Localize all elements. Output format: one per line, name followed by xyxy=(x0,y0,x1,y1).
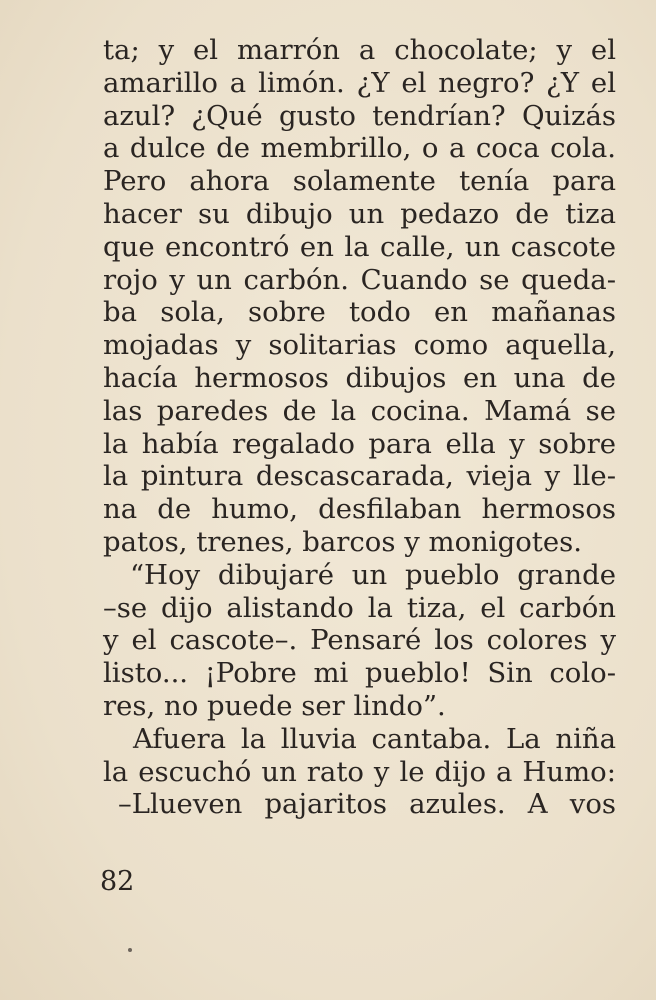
text-line: res, no puede ser lindo”. xyxy=(103,689,446,722)
text-line: hacía hermosos dibujos en una de xyxy=(103,361,616,394)
text-line: “Hoy dibujaré un pueblo grande xyxy=(130,558,616,591)
text-line: –Llueven pajaritos azules. A vos xyxy=(118,788,616,821)
text-line: Pero ahora solamente tenía para xyxy=(103,165,616,198)
text-line: la había regalado para ella y sobre xyxy=(103,427,616,460)
text-line: hacer su dibujo un pedazo de tiza xyxy=(103,197,616,230)
text-line: la pintura descascarada, vieja y lle- xyxy=(103,460,616,493)
page-number: 82 xyxy=(100,866,135,897)
text-line: rojo y un carbón. Cuando se queda- xyxy=(103,263,616,296)
text-line: la escuchó un rato y le dijo a Humo: xyxy=(103,755,616,788)
text-line: patos, trenes, barcos y monigotes. xyxy=(103,525,582,558)
text-line: Afuera la lluvia cantaba. La niña xyxy=(133,722,616,755)
text-line: azul? ¿Qué gusto tendrían? Quizás xyxy=(103,99,616,132)
text-line: las paredes de la cocina. Mamá se xyxy=(103,394,616,427)
text-line: na de humo, desfilaban hermosos xyxy=(103,493,616,526)
text-line: –se dijo alistando la tiza, el carbón xyxy=(103,591,616,624)
body-text xyxy=(103,34,616,821)
text-line: amarillo a limón. ¿Y el negro? ¿Y el xyxy=(103,66,616,99)
text-line: ba sola, sobre todo en mañanas xyxy=(103,296,616,329)
text-line: ta; y el marrón a chocolate; y el xyxy=(103,34,616,66)
ink-speck xyxy=(128,948,132,952)
text-line: que encontró en la calle, un cascote xyxy=(103,230,616,263)
text-line: mojadas y solitarias como aquella, xyxy=(103,329,616,362)
text-line: y el cascote–. Pensaré los colores y xyxy=(103,624,616,657)
text-line: a dulce de membrillo, o a coca cola. xyxy=(103,132,616,165)
text-line: listo... ¡Pobre mi pueblo! Sin colo- xyxy=(103,657,616,690)
